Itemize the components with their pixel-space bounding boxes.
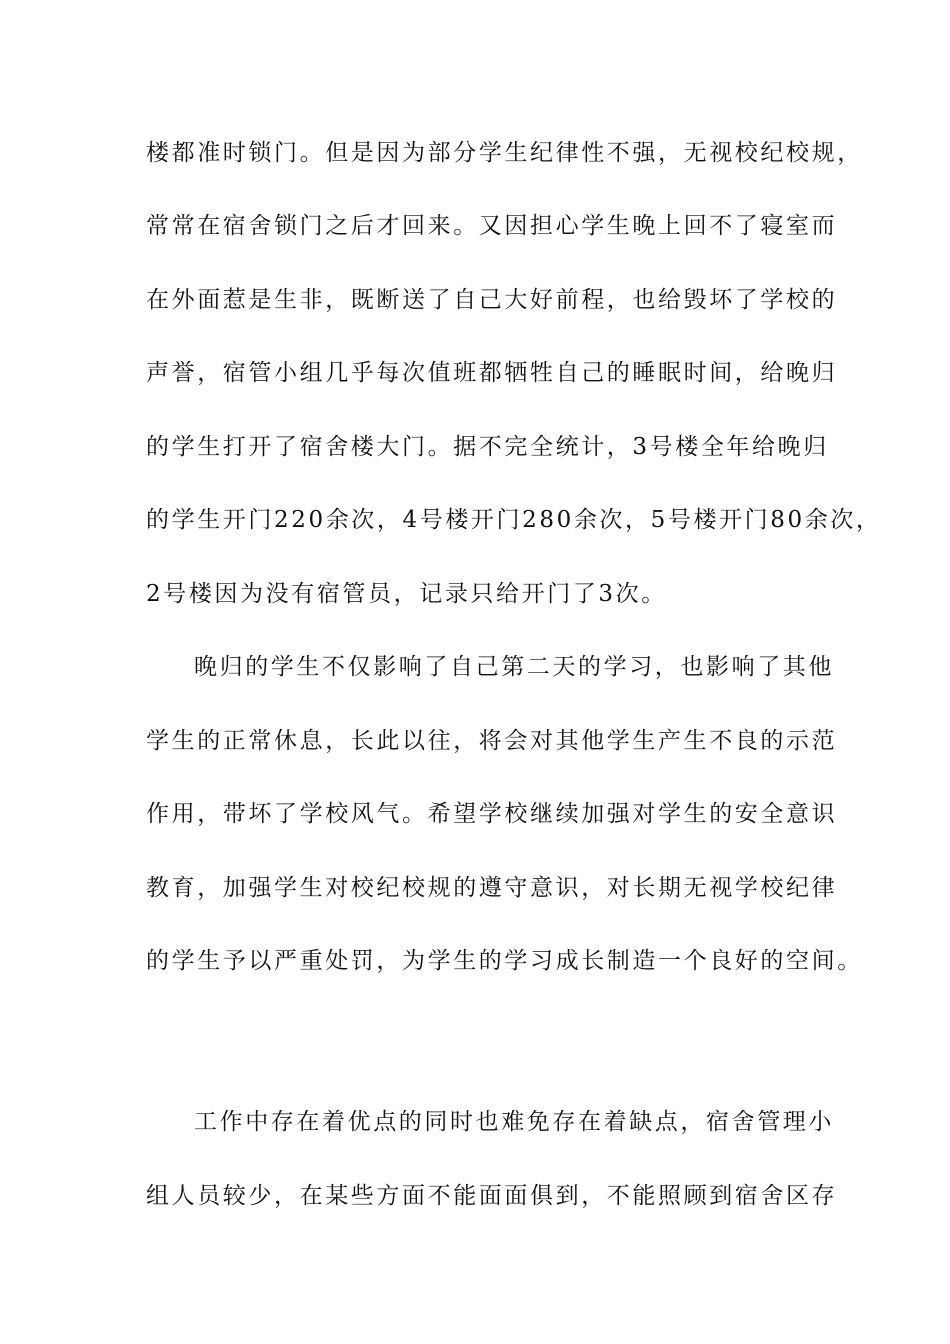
text-line: 常常在宿舍锁门之后才回来。又因担心学生晚上回不了寝室而 [146, 213, 838, 239]
text-line: 在外面惹是生非，既断送了自己大好前程，也给毁坏了学校的 [146, 287, 838, 313]
text-line: 晚归的学生不仅影响了自己第二天的学习，也影响了其他 [194, 654, 834, 680]
text-line: 2号楼因为没有宿管员，记录只给开门了3次。 [146, 581, 667, 607]
text-line: 的学生开门220余次，4号楼开门280余次，5号楼开门80余次， [146, 507, 882, 533]
text-line: 的学生打开了宿舍楼大门。据不完全统计，3号楼全年给晚归 [146, 434, 829, 460]
text-line: 工作中存在着优点的同时也难免存在着缺点，宿舍管理小 [194, 1109, 834, 1135]
text-line: 教育，加强学生对校纪校规的遵守意识，对长期无视学校纪律 [146, 875, 838, 901]
text-line: 的学生予以严重处罚，为学生的学习成长制造一个良好的空间。 [146, 948, 863, 974]
text-line: 组人员较少，在某些方面不能面面俱到，不能照顾到宿舍区存 [146, 1183, 838, 1209]
text-line: 作用，带坏了学校风气。希望学校继续加强对学生的安全意识 [146, 801, 838, 827]
text-line: 声誉，宿管小组几乎每次值班都牺牲自己的睡眠时间，给晚归 [146, 360, 838, 386]
text-line: 楼都准时锁门。但是因为部分学生纪律性不强，无视校纪校规， [146, 140, 863, 166]
text-line: 学生的正常休息，长此以往，将会对其他学生产生不良的示范 [146, 728, 838, 754]
